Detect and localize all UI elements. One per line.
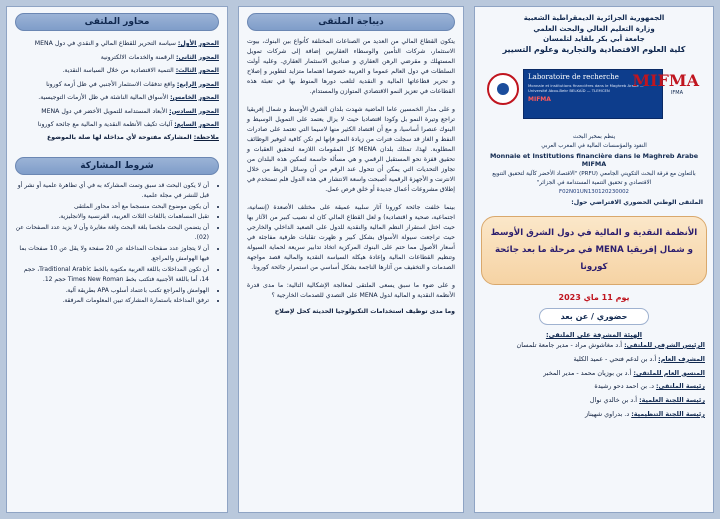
logos bbox=[485, 59, 703, 129]
university-line: جامعة أبي بكر بلقايد لتلمسان bbox=[543, 35, 645, 43]
preamble-paragraph: يتكون القطاع المالي من العديد من الصناعات المختلفة كأنواع بين البنوك، بيوت الاستثمار، شركات التأمين والوسطاء العقاريين إضافة إلى شركات تمويل المستهلك و مقرضي الرهن العقاري و صناديق الاستثمار العقاري. وعليه أولت السلطات في دول العالم عموما و العربية خصوصا اهتماما متزايد لتطوير و إصلاح و تحرير قطاعاتها المالية و النقدية لتلعب دورها المنوط بها في تعبئة هذه القطاعات في تعزيز النمو الاقتصادي المتوازن والمستدام. bbox=[247, 38, 455, 95]
cover-column bbox=[474, 6, 714, 513]
organizer-item: المشرف العام: أ.د بن لدغم فتحي - عميد الكلية bbox=[573, 354, 705, 363]
organizer-lab-ar: النقود والمؤسسات المالية في المغرب العربي bbox=[541, 142, 647, 149]
condition-item: • أن تكون المداخلات باللغة العربية مكتوبة بالخط Traditional Arabic، حجم 14، أما باللغة الأجنبية فتكتب بخط Times New Roman حجم 12. bbox=[13, 265, 209, 286]
preamble-paragraph: و على مدار الخمسين عاما الماضية شهدت بلدان الشرق الأوسط و شمال إفريقيا تراجع وتيرة النمو بل وكودا اقتصاديا حيث لا يزال يعتمد على التمويل الوسيط و البنوك عنصرا أساسيا، و مع أن اقتصاد الكثير منها لاسيما التي تعتمد على صادرات النفط و الغاز قد سجلت فترات من زيادة النمو فإنها لم تكن كافية لتوفير الوظائف المطلوبة. لهذا، تمتلك بلدان MENA كل المقومات اللازمة لتحقيق العقبات و تحقيق قفزة نحو المستقبل الرقمي و هي مسألة حاسمة لتمكين هذه البلدان من تجاوز التحديات التي يمكن أن تتحول عند الرقم من أن وسائل الربط من خلال الانترنت و الأجهزة الرقمية أصبحت واسعة الانتشار في هذه الدول فلم تستخدم في إطلاق مشروعات أعمال جديدة أو خلق فرص عمل. bbox=[247, 106, 455, 193]
condition-item: • ترفق المداخلة باستمارة المشاركة تبين المعلومات المرفقة. bbox=[13, 296, 209, 307]
organizer-item: المنسق العام للملتقى: أ.د بن بوزيان محمد - مدير المخبر bbox=[543, 368, 705, 377]
organizer-item: رئيسة اللجنة التنظيمية: د. بدراوي شهيناز bbox=[584, 409, 705, 418]
condition-item: • أن يتضمن البحث ملخصا بلغة البحث ولغة مغايرة وأن لا يزيد عدد الصفحات عن (02). bbox=[13, 223, 209, 244]
collaboration-text: بالتعاون مع فرقة البحث التكويني الجامعي (PRFU) "الاقتصاد الأخضر كآلية لتحقيق التنويع الاقتصادي و تحقيق التنمية المستدامة في الجزائر" bbox=[492, 171, 696, 186]
ministry-line: وزارة التعليم العالي والبحث العلمي bbox=[533, 24, 655, 33]
organizers-list bbox=[475, 339, 713, 422]
university-seal-icon bbox=[487, 73, 519, 105]
republic-line: الجمهورية الجزائرية الديمقراطية الشعبية bbox=[523, 14, 665, 22]
axis-item: المحور السادس: الأبعاد المستدامة للتمويل الأخضر في دول MENA bbox=[41, 107, 219, 115]
conditions-list bbox=[7, 181, 227, 307]
attendance-mode: حضوري / عن بعد bbox=[539, 308, 649, 325]
institution-header bbox=[475, 7, 713, 55]
condition-item: • تقبل المساهمات باللغات الثلاث العربية، الفرنسية والانجليزية. bbox=[13, 212, 209, 223]
condition-item: • أن لا يكون البحث قد سبق وتمت المشاركة به في أي تظاهرة علمية أو نشر أو قبل للنشر في مجلة علمية. bbox=[13, 181, 209, 202]
organizer-item: رئيسة اللجنة العلمية: أ.د بن خالدي نوال bbox=[589, 396, 705, 405]
axis-item: المحور الرابع: واقع تدفقات الاستثمار الأجنبي في ظل أزمة كورونا bbox=[46, 80, 219, 88]
preamble-title: ديباجة الملتقى bbox=[247, 13, 455, 31]
mifma-logo-icon: MIFMA IFMA bbox=[632, 71, 699, 96]
condition-item: • أن لا يتجاوز عدد صفحات المداخلة عن 20 صفحة ولا يقل عن 10 صفحات بما فيها الهوامش والمراجع. bbox=[13, 244, 209, 265]
preamble-question: و على ضوء ما سبق يسعى الملتقى لمعالجة الإشكالية التالية: ما مدى قدرة الأنظمة النقدية و المالية لدول MENA على التصدي للصدمات الخارجية ؟ bbox=[247, 282, 455, 299]
conference-date: يوم 11 ماي 2023 bbox=[558, 293, 630, 302]
axis-item: المحور الأول: سياسة التحرير للقطاع المالي و النقدي في دول MENA bbox=[34, 40, 219, 47]
conditions-title: شروط المشاركة bbox=[15, 157, 219, 175]
axes-title: محاور الملتقى bbox=[15, 13, 219, 31]
condition-item: • الهوامش والمراجع تكتب باعتماد أسلوب APA بطريقة آلية. bbox=[13, 286, 209, 297]
project-code: F02N01UN130120230002 bbox=[559, 189, 629, 195]
axes-list bbox=[7, 37, 227, 132]
organizers-title: الهيئة المشرفة على الملتقى: bbox=[545, 331, 643, 339]
conference-title: الأنظمة النقدية و المالية في دول الشرق الأوسط و شمال إفريقيا MENA في مرحلة ما بعد جائحة كورونا bbox=[481, 216, 707, 285]
organizer-item: رئيسة الملتقى: د. بن احمد دحو رشيدة bbox=[594, 382, 705, 391]
organizer-lab-latin: Monnaie et Institutions financière dans le Maghreb Arabe MIFMA bbox=[489, 152, 699, 168]
faculty-line: كلية العلوم الاقتصادية والتجارية وعلوم التسيير bbox=[502, 44, 686, 54]
conference-label: الملتقى الوطني الحضوري الافتراضي حول: bbox=[571, 199, 703, 206]
preamble-column bbox=[238, 6, 464, 513]
condition-item: • أن يكون موضوع البحث منسجما مع أحد محاور الملتقى bbox=[13, 202, 209, 213]
preamble-paragraph: بينما خلفت جائحة كورونا آثار سلبية عميقة على مختلف الأصعدة (إنسانية، اجتماعية، صحية و اقتصادية) و لعل القطاع المالي كان له نصيب كبير من الآثار بها حيث اختل استقرار النظم المالية والنقدية للدول على الصعيد الداخلي والخارجي حيث تراجعت سيولة الأسواق بشكل كبير و ظهرت تقلبات ظرفية مفاجئة في أسعار الأصول مما حتم على البنوك المركزية اتخاذ تدابير سريعة لحماية السيولة وتنظيم القطاعات المالية وإعادة هيكلة السياسة النقدية والمالية قصد مواجهة الصدمات و التخفيف من آثارها الناجمة بشكل أساسي من استمرار جائحة كورونا. bbox=[247, 204, 455, 271]
axis-item: المحور الثالث: التنمية الاقتصادية من خلال السياسة النقدية. bbox=[62, 67, 219, 74]
axis-item: المحور الخامس: الأسواق المالية الناشئة في ظل الأزمات التوجيسية. bbox=[38, 94, 219, 101]
axis-item: المحور الثاني: الرقمنة والخدمات الالكترونية bbox=[100, 53, 219, 61]
preamble-question: وما مدى توظيف استخدامات التكنولوجيا الحديثة كحل لإصلاح bbox=[274, 308, 455, 315]
axis-item: المحور السابع: آليات تكيف الأنظمة النقدية و المالية مع جائحة كورونا bbox=[37, 121, 219, 128]
axes-column bbox=[6, 6, 228, 513]
organizer-line: ينظم بمخبر البحث bbox=[572, 134, 616, 140]
organizer-item: الرئيس الشرفي للملتقى: أ.د مغاشوش مراد - مدير جامعة تلمسان bbox=[516, 341, 705, 349]
lab-banner: Laboratoire de recherche Monnaie et institutions financières dans le Maghreb Arabe — Université Abou-Bekr BELKAÏD — TLEMCEN MIFMA bbox=[523, 69, 663, 119]
axes-note: ملاحظة: المشاركة مفتوحة لأي مداخلة لها صلة بالموضوع bbox=[47, 133, 219, 141]
